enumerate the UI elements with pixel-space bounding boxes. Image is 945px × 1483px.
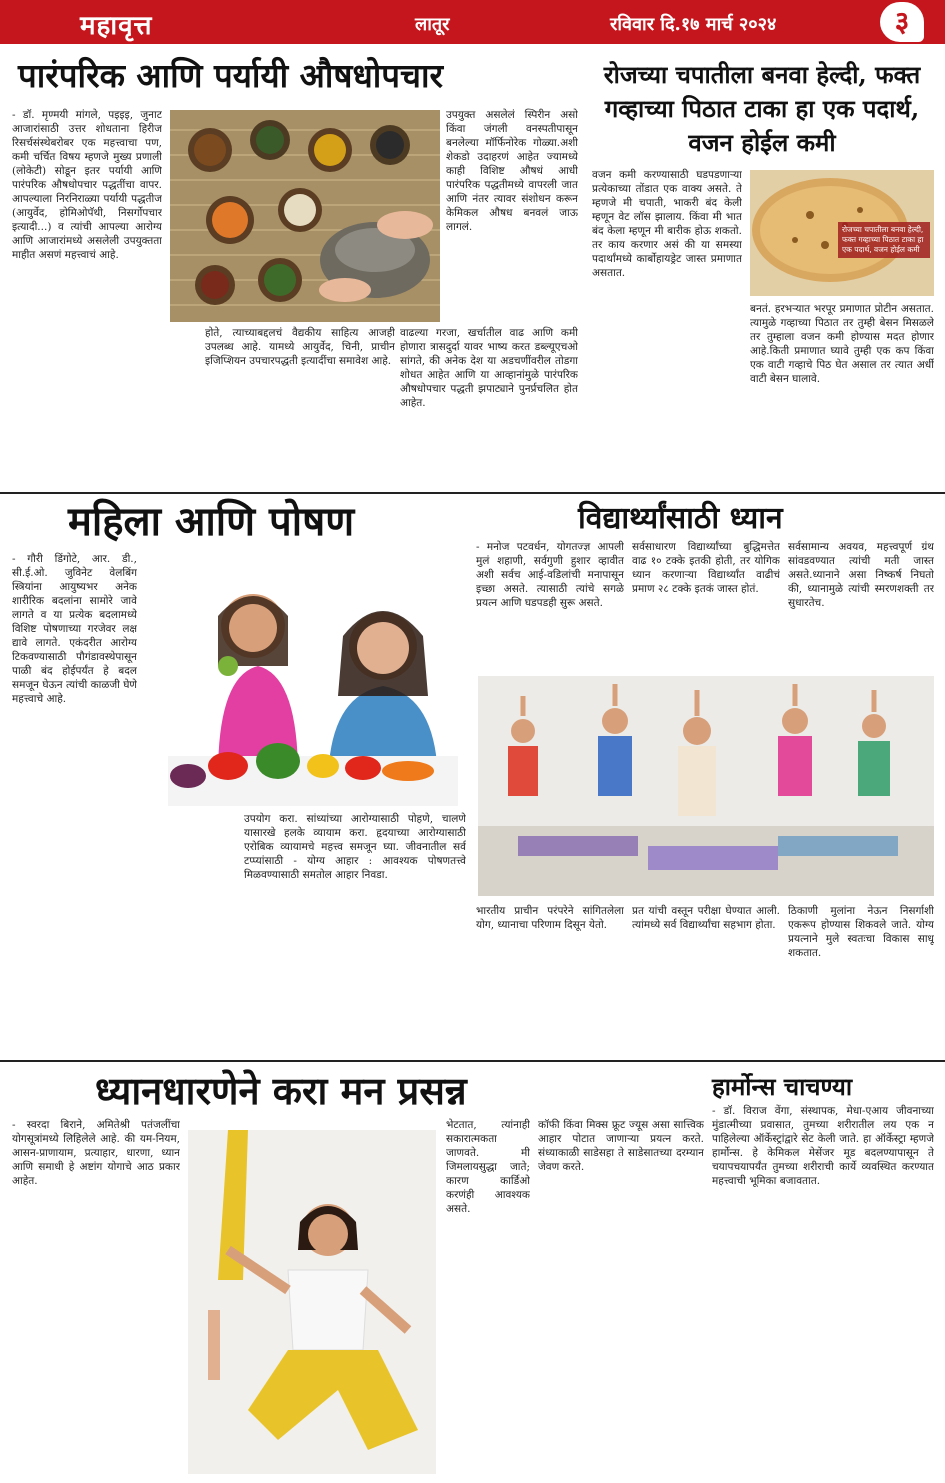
article2-chapati-photo [750, 170, 934, 296]
yoga-woman-illustration [188, 1130, 436, 1474]
article4-col5: प्रत यांची वस्तून परीक्षा घेण्यात आली. त्यांमध्ये सर्व विद्यार्थ्यांचा सहभाग होता. [632, 905, 780, 931]
article3-women-photo [148, 556, 466, 806]
masthead-city: लातूर [415, 14, 450, 35]
article3-title: महिला आणि पोषण [68, 498, 355, 545]
article4-col1: - मनोज पटवर्धन, योगतज्ज्ञ आपली मुलं शहाणी, सर्वगुणी हुशार व्हावीत अशी सर्वच आई-वडिलांची मनापासून इच्छा असते. त्यासाठी त्यांचे सगळे प्रयत्न आणि घडपडही सुरू असते. [476, 541, 624, 609]
article2-col1: वजन कमी करण्यासाठी घडपडणाऱ्या प्रत्येकाच्या तोंडात एक वाक्य असते. ते म्हणजे मी चपाती, भाकरी बंद केली म्हणून वेट लॉस झालाय. किंवा मी भात बंद केला म्हणून मी बारीक होऊ शकतो. तर काय करणार असं की या समस्या पदार्थांमध्ये कार्बोहायड्रेट जास्त प्रमाणात असतात. [592, 169, 742, 279]
article4-yoga-kids-photo [478, 676, 934, 896]
women-nutrition-illustration [148, 556, 466, 806]
article5-title: ध्यानधारणेने करा मन प्रसन्न [95, 1068, 467, 1113]
article4-col4: भारतीय प्राचीन परंपरेने सांगितलेला योग, ध्यानाचा परिणाम दिसून येतो. [476, 905, 624, 931]
article3-col2: उपयोग करा. सांध्यांच्या आरोग्यासाठी पोहणे, चालणे यासारखे हलके व्यायाम करा. हृदयाच्या आरोग्यासाठी एरोबिक व्यायामचे महत्त्व समजून घ्या. जीवनातील सर्व टप्प्यांसाठी - योग्य आहार : आवश्यक पोषणतत्त्वे मिळवण्यासाठी समतोल आहार निवडा. [244, 813, 466, 881]
article1-col1: - डॉ. मृण्मयी मांगले, पइइइ, जुनाट आजारांसाठी उत्तर शोधताना हिरीज रिसर्चसंस्थेबरोबर एक महत्त्वाचा पण, कमी चर्चित विषय म्हणजे मुख्य प्रणाली (लोकेटी) सोडून इतर पर्यायी आणि पारंपरिक औषधोपचार पद्धतींचा वापर. आपल्याला निरनिराळ्या पर्यायी पद्धतीज (आयुर्वेद, होमिओपॅथी, निसर्गोपचार इत्यादी...) व त्यांची आपल्या आरोग्य आणि आजारांमध्ये असलेली उपयुक्तता माहीत असणं महत्त्वाचं आहे. [12, 109, 162, 261]
yoga-kids-illustration [478, 676, 934, 896]
article6-title: हार्मोन्स चाचण्या [712, 1072, 853, 1101]
chapati-photo-caption: रोजच्या चपातीला बनवा हेल्दी, फक्त गव्हाच्या पिठात टाका हा एक पदार्थ, वजन होईल कमी [838, 222, 930, 258]
article1-col2: होते, त्याच्याबद्दलचं वैद्यकीय साहित्य आजही उपलब्ध आहे. यामध्ये आयुर्वेद, चिनी, प्राचीन इजिप्शियन उपचारपद्धती इत्यादींचा समावेश आहे. [205, 327, 395, 367]
article2-title: रोजच्या चपातीला बनवा हेल्दी, फक्त गव्हाच्या पिठात टाका हा एक पदार्थ, वजन होईल कमी [603, 60, 921, 157]
article5-col1: - स्वरदा बिराने, अमितेश्री पतंजलींचा योगसूत्रांमध्ये लिहिलेले आहे. की यम-नियम, आसन-प्राणायाम, प्रत्याहार, धारणा, ध्यान आणि समाधी हे अष्टांग योगाचे आठ प्रकार आहेत. [12, 1119, 180, 1187]
page-number: ३ [880, 2, 924, 42]
article3-col1b [12, 812, 238, 1052]
article6-col1: - डॉ. विराज वेंगा, संस्थापक, मेधा-एआय जीवनाच्या मुंडात्मीच्या प्रवासात, तुमच्या शरीरातील लय एक न पाहिलेल्या ऑर्केस्ट्रांद्वारे सेट केली जाते. हा ऑर्केस्ट्रा म्हणजे हार्मोन्स. हे केमिकल मेसेंजर मूड बदलण्यापासून ते चयापचयापर्यंत तुमच्या शरीराची कार्ये व्यवस्थित करण्यात महत्त्वाची भूमिका बजावतात. [712, 1105, 934, 1187]
article1-herbs-photo [170, 110, 440, 322]
article4-title: विद्यार्थ्यांसाठी ध्यान [578, 501, 783, 536]
article1-col3: उपयुक्त असलेलं स्पिरीन असो किंवा जंगली वनस्पतीपासून बनलेल्या मॉर्फिनोरेक गोळ्या.अशी शेकडो उदाहरणं आहेत ज्यामध्ये काही विशिष्ट औषधं आधी पारंपरिक पद्धतीमध्ये वापरली जात आणि नंतर त्यावर संशोधन करून केमिकल औषध बनवलं जाऊ लागलं. [446, 109, 578, 233]
article4-col6: ठिकाणी मुलांना नेऊन निसर्गाशी एकरूप होण्यास शिकवले जाते. योग्य प्रयत्नाने मुले स्वतःचा विकास साधू शकतात. [788, 905, 934, 959]
article1-title: पारंपरिक आणि पर्यायी औषधोपचार [18, 56, 444, 95]
article1-col4: वाढल्या गरजा, खर्चातील वाढ आणि कमी होणारा त्रासदुर्दा यावर भाष्य करत डब्ल्यूएचओ सांगते, की अनेक देश या अडचणींवरील तोडगा शोधत आहेत आणि या आव्हानांमुळे पारंपरिक औषधोपचार पद्धती झपाट्याने पुनर्प्रचलित होत आहेत. [400, 327, 578, 409]
article2-col2: बनतं. हरभऱ्यात भरपूर प्रमाणात प्रोटीन असतात. त्यामुळे गव्हाच्या पिठात तर तुम्ही बेसन मिसळले तर तुम्हाला वजन कमी होण्यास मदत होणार आहे.किती प्रमाणात घ्यावे तुम्ही एक कप किंवा एक वाटी गव्हाचे पिठ घेत असाल तर त्यात अर्धी वाटी बेसन घालावे. [750, 303, 934, 385]
article3-col1: - गौरी डिंगोटे, आर. डी., सी.ई.ओ. जुविनेट वेलबिंग स्त्रियांना आयुष्यभर अनेक शारीरिक बदलांना सामोरे जावे लागते व या प्रत्येक बदलामध्ये विशिष्ट पोषणाच्या गरजेवर लक्ष द्यावे लागते. एकंदरीत आरोग्य टिकवण्यासाठी पौगंडावस्थेपासून पाळी बंद होईपर्यंत हे बदल समजून घेऊन त्यांची काळजी घेणे महत्त्वाचे आहे. [12, 553, 137, 705]
section-divider-2 [0, 1060, 945, 1062]
article4-col2: सर्वसाधारण विद्यार्थ्यांच्या बुद्धिमत्तेत वाढ १० टक्के इतकी होती, तर योगिक ध्यान करणाऱ्या विद्यार्थ्यांत वाढीचं प्रमाण २८ टक्के इतकं जास्त होतं. [632, 541, 780, 595]
article1-col1b [12, 326, 200, 476]
herbs-illustration [170, 110, 440, 322]
article5-yoga-woman-photo [188, 1130, 436, 1474]
article5-col3: कॉफी किंवा मिक्स फ्रूट ज्यूस असा सात्त्विक आहार पोटात जाणाऱ्या प्रयत्न करते. संध्याकाळी साडेसहा ते साडेसातच्या दरम्यान जेवण करते. [538, 1119, 704, 1173]
article4-col3: सर्वसामान्य अवयव, महत्त्वपूर्ण ग्रंथ सांवडवण्यात त्यांची मती जास्त असते.ध्यानाने असा निष्कर्ष निघतो की, ध्यानामुळे त्यांची स्मरणशक्ती तर सुधारतेच. [788, 541, 934, 609]
masthead-date: रविवार दि.१७ मार्च २०२४ [610, 14, 777, 35]
masthead [0, 0, 945, 44]
article5-col2: भेटतात, त्यांनाही सकारात्मकता जाणवते. मी जिमलायसुद्धा जाते; कारण कार्डिओ करणंही आवश्यक असते. [446, 1119, 530, 1215]
masthead-brand: महावृत्त [80, 11, 153, 41]
section-divider-1 [0, 492, 945, 494]
